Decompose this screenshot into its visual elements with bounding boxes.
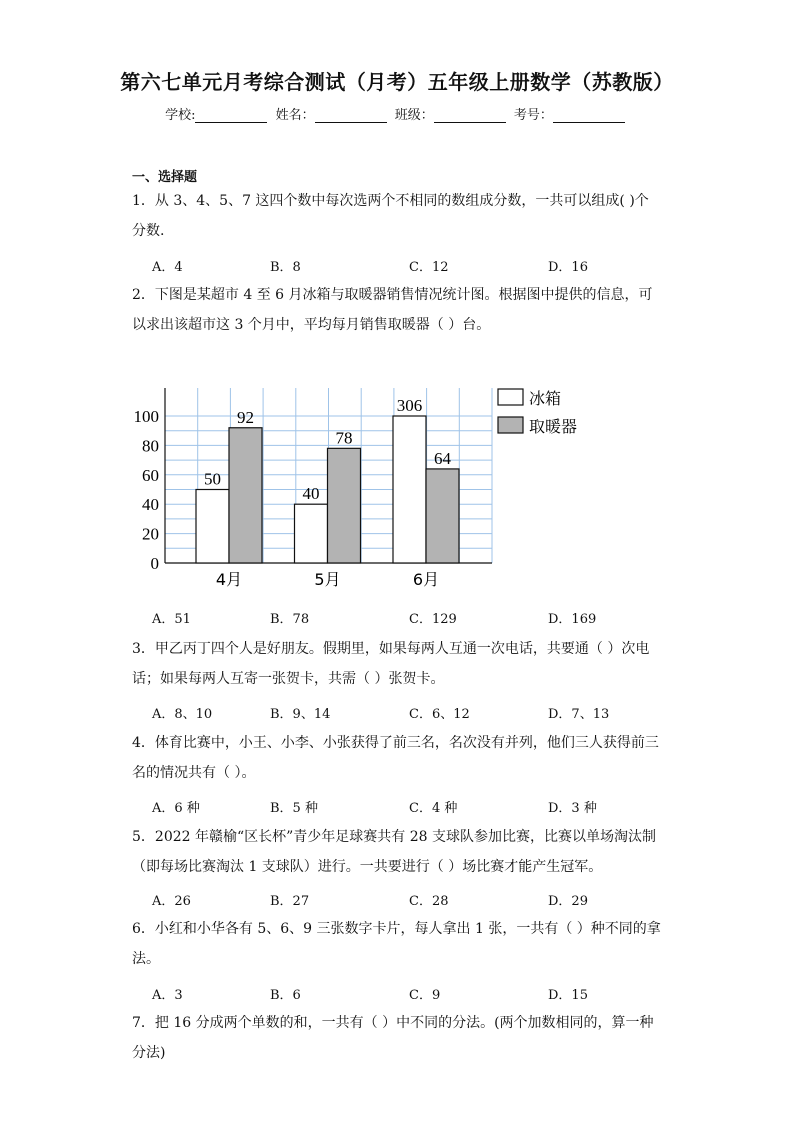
data-label: 306	[396, 396, 423, 415]
option-b[interactable]: B．27	[270, 894, 310, 909]
question-4: 4．体育比赛中，小王、小李、小张获得了前三名，名次没有并列，他们三人获得前三名的情况共有（ ）。	[132, 735, 659, 781]
option-b[interactable]: B．9、14	[270, 707, 331, 722]
question-6: 6．小红和小华各有 5、6、9 三张数字卡片，每人拿出 1 张，一共有（ ）种不同的拿法。	[132, 921, 661, 967]
data-label: 64	[434, 448, 451, 468]
y-tick-label: 40	[142, 495, 159, 515]
chart-bars	[196, 396, 459, 563]
y-tick-label: 80	[142, 436, 159, 456]
option-c[interactable]: C．129	[409, 612, 457, 627]
bar	[295, 504, 328, 563]
bar	[196, 490, 229, 564]
data-label: 92	[237, 407, 254, 427]
y-tick-label: 0	[150, 554, 159, 573]
name-blank[interactable]	[315, 108, 387, 123]
student-info	[0, 104, 794, 123]
section-title: 一、选择题	[132, 170, 198, 185]
bar	[229, 428, 262, 563]
option-b[interactable]: B．6	[270, 988, 301, 1003]
option-a[interactable]: A．3	[152, 988, 183, 1003]
option-d[interactable]: D．169	[548, 612, 597, 627]
question-1-options	[152, 256, 652, 278]
school-blank[interactable]	[195, 108, 267, 123]
question-2-options	[152, 608, 652, 630]
option-a[interactable]: A．26	[152, 894, 191, 909]
option-a[interactable]: A．51	[152, 612, 191, 627]
page-title: 第六七单元月考综合测试（月考）五年级上册数学（苏教版）	[120, 70, 674, 94]
x-tick-label: 6月	[412, 570, 440, 589]
legend-swatch	[498, 389, 523, 405]
option-b[interactable]: B．8	[270, 260, 301, 275]
y-tick-label: 20	[142, 524, 159, 544]
question-3: 3．甲乙丙丁四个人是好朋友。假期里，如果每两人互通一次电话，共要通（ ）次电话；如果每两人互寄一张贺卡，共需（ ）张贺卡。	[132, 641, 650, 687]
option-d[interactable]: D．15	[548, 988, 588, 1003]
class-label: 班级：	[394, 108, 434, 123]
class-blank[interactable]	[434, 108, 506, 123]
option-c[interactable]: C．6、12	[409, 707, 470, 722]
option-c[interactable]: C．9	[409, 988, 441, 1003]
name-label: 姓名：	[275, 108, 315, 123]
option-b[interactable]: B．5 种	[270, 801, 318, 816]
x-tick-label: 4月	[215, 570, 243, 589]
option-d[interactable]: D．7、13	[548, 707, 610, 722]
option-d[interactable]: D．16	[548, 260, 588, 275]
question-7: 7．把 16 分成两个单数的和，一共有（ ）中不同的分法。(两个加数相同的，算一种分法)	[132, 1015, 654, 1061]
chart-legend	[498, 389, 577, 436]
question-1: 1．从 3、4、5、7 这四个数中每次选两个不相同的数组成分数，一共可以组成( )个分数.	[132, 193, 649, 239]
y-tick-label: 60	[142, 465, 159, 485]
data-label: 50	[204, 469, 221, 489]
legend-swatch	[498, 417, 523, 433]
option-c[interactable]: C．12	[409, 260, 449, 275]
y-tick-labels	[134, 407, 160, 573]
legend-label: 冰箱	[529, 389, 562, 408]
option-a[interactable]: A．8、10	[152, 707, 213, 722]
x-tick-labels	[216, 570, 439, 589]
option-a[interactable]: A．4	[152, 260, 183, 275]
legend-label: 取暖器	[529, 417, 578, 436]
question-5: 5．2022 年赣榆“区长杯”青少年足球赛共有 28 支球队参加比赛，比赛以单场淘汰制（即每场比赛淘汰 1 支球队）进行。一共要进行（ ）场比赛才能产生冠军。	[132, 829, 657, 875]
bar	[426, 469, 459, 563]
y-tick-label: 100	[133, 407, 159, 426]
question-4-options	[152, 797, 652, 819]
sales-bar-chart	[128, 380, 598, 595]
data-label: 78	[335, 428, 353, 448]
question-5-options	[152, 890, 652, 912]
option-c[interactable]: C．28	[409, 894, 449, 909]
option-d[interactable]: D．3 种	[548, 801, 597, 816]
x-tick-label: 5月	[314, 570, 341, 589]
bar	[393, 416, 426, 563]
question-6-options	[152, 984, 652, 1006]
option-b[interactable]: B．78	[270, 612, 310, 627]
question-2: 2．下图是某超市 4 至 6 月冰箱与取暖器销售情况统计图。根据图中提供的信息，可以求出该超市这 3 个月中，平均每月销售取暖器（ ）台。	[132, 287, 653, 333]
bar	[328, 448, 361, 563]
option-d[interactable]: D．29	[548, 894, 588, 909]
exam-number-blank[interactable]	[553, 108, 625, 123]
data-label: 40	[302, 484, 320, 504]
exam-number-label: 考号：	[513, 108, 553, 123]
option-a[interactable]: A．6 种	[152, 801, 200, 816]
school-label: 学校:	[165, 108, 196, 123]
option-c[interactable]: C．4 种	[409, 801, 458, 816]
question-3-options	[152, 703, 652, 725]
